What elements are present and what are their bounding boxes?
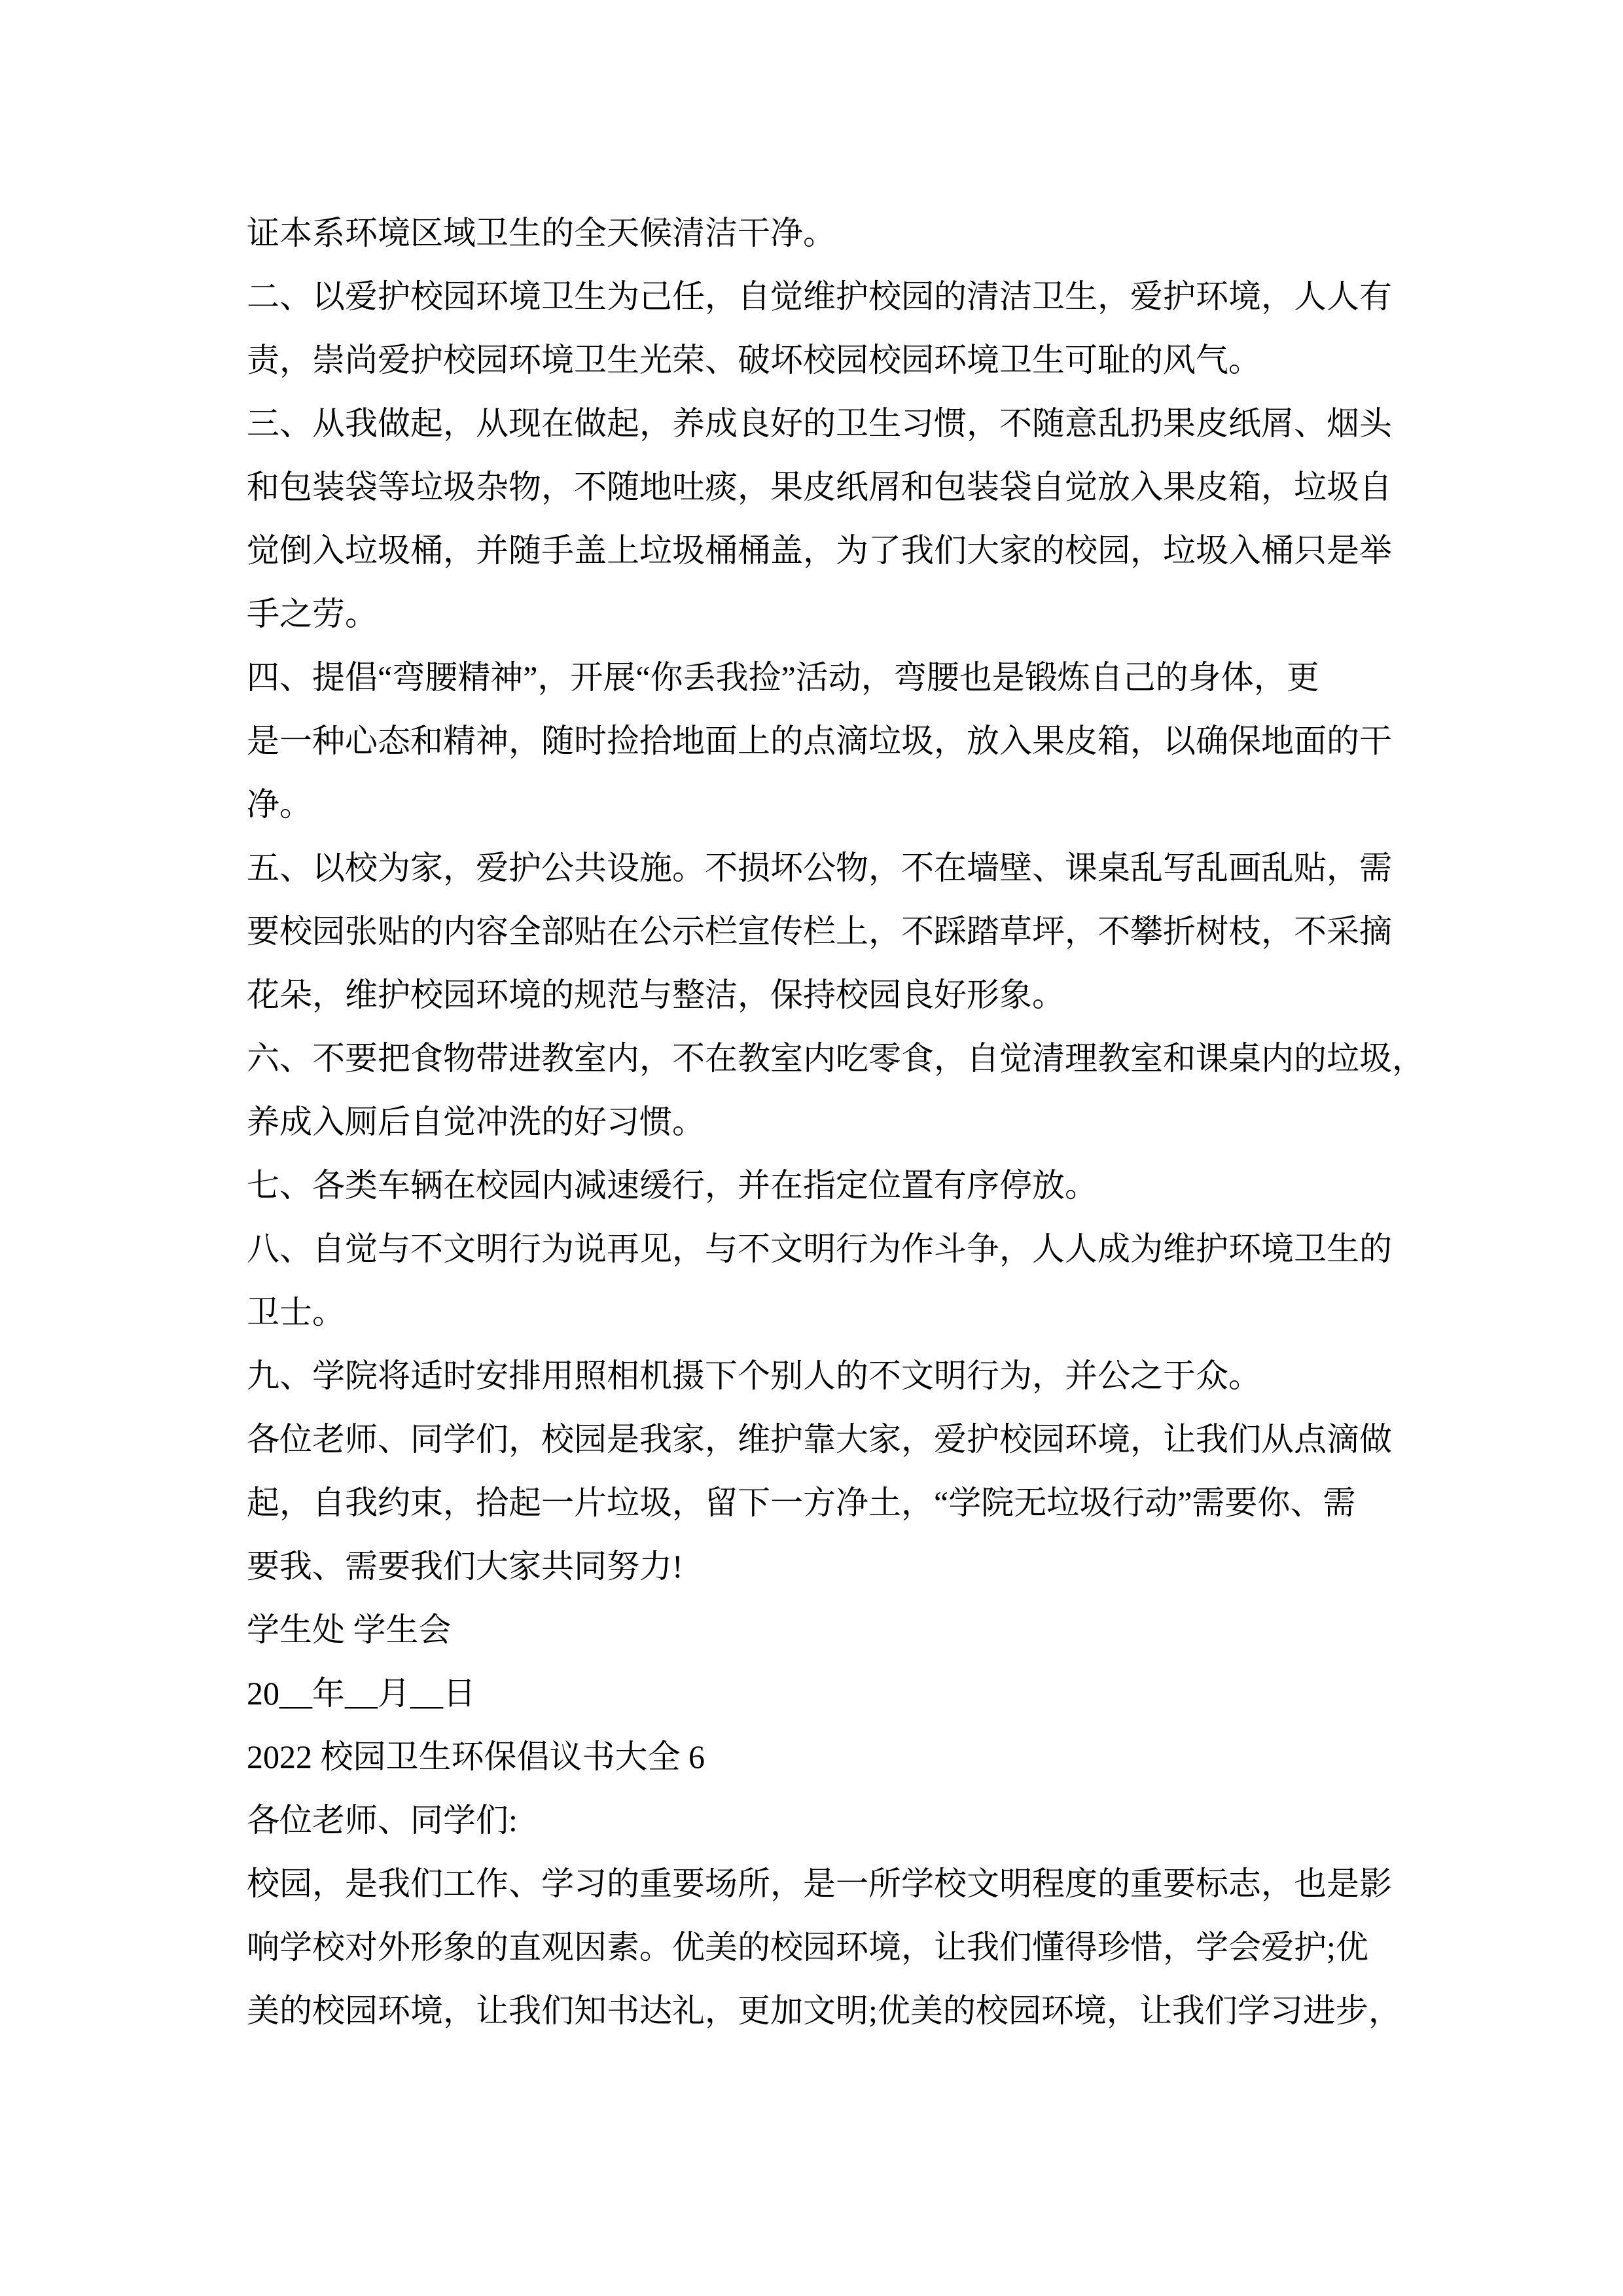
text-line: 三、从我做起，从现在做起，养成良好的卫生习惯，不随意乱扔果皮纸屑、烟头 [247, 405, 1392, 442]
text-line: 是一种心态和精神，随时捡拾地面上的点滴垃圾，放入果皮箱，以确保地面的干 [247, 723, 1392, 759]
text-line: 和包装袋等垃圾杂物，不随地吐痰，果皮纸屑和包装袋自觉放入果皮箱，垃圾自 [247, 469, 1392, 505]
text-line: 要我、需要我们大家共同努力! [247, 1548, 683, 1585]
section-heading: 2022 校园卫生环保倡议书大全 6 [247, 1738, 705, 1775]
text-line: 六、不要把食物带进教室内，不在教室内吃零食，自觉清理教室和课桌内的垃圾， [247, 1040, 1425, 1077]
text-line: 校园，是我们工作、学习的重要场所，是一所学校文明程度的重要标志，也是影 [247, 1865, 1392, 1902]
text-line: 二、以爱护校园环境卫生为己任，自觉维护校园的清洁卫生，爱护环境，人人有 [247, 278, 1392, 315]
text-line: 美的校园环境，让我们知书达礼，更加文明;优美的校园环境，让我们学习进步， [247, 1992, 1401, 2029]
text-line: 各位老师、同学们，校园是我家，维护靠大家，爱护校园环境，让我们从点滴做 [247, 1421, 1392, 1458]
text-line: 九、学院将适时安排用照相机摄下个别人的不文明行为，并公之于众。 [247, 1357, 1261, 1394]
text-line: 花朵，维护校园环境的规范与整洁，保持校园良好形象。 [247, 977, 1065, 1013]
text-block [247, 202, 1425, 2043]
text-line: 五、以校为家，爱护公共设施。不损坏公物，不在墙壁、课桌乱写乱画乱贴，需 [247, 850, 1392, 886]
text-line: 证本系环境区域卫生的全天候清洁干净。 [247, 215, 836, 251]
text-line: 净。 [247, 786, 312, 823]
text-line: 要校园张贴的内容全部贴在公示栏宣传栏上，不踩踏草坪，不攀折树枝，不采摘 [247, 913, 1392, 950]
text-line: 责，崇尚爱护校园环境卫生光荣、破坏校园校园环境卫生可耻的风气。 [247, 342, 1261, 378]
salutation-line: 各位老师、同学们: [247, 1802, 518, 1839]
text-line: 八、自觉与不文明行为说再见，与不文明行为作斗争，人人成为维护环境卫生的 [247, 1230, 1392, 1267]
text-line: 四、提倡“弯腰精神”，开展“你丢我捡”活动，弯腰也是锻炼自己的身体，更 [247, 659, 1319, 696]
signature-line: 学生处 学生会 [247, 1611, 452, 1648]
text-line: 养成入厕后自觉冲洗的好习惯。 [247, 1103, 705, 1140]
text-line: 手之劳。 [247, 596, 378, 632]
text-line: 觉倒入垃圾桶，并随手盖上垃圾桶桶盖，为了我们大家的校园，垃圾入桶只是举 [247, 532, 1392, 569]
text-line: 七、各类车辆在校园内减速缓行，并在指定位置有序停放。 [247, 1167, 1097, 1204]
date-line: 20__年__月__日 [247, 1675, 476, 1712]
text-line: 卫士。 [247, 1294, 345, 1331]
text-line: 响学校对外形象的直观因素。优美的校园环境，让我们懂得珍惜，学会爱护;优 [247, 1929, 1368, 1965]
text-line: 起，自我约束，拾起一片垃圾，留下一方净土，“学院无垃圾行动”需要你、需 [247, 1484, 1356, 1521]
